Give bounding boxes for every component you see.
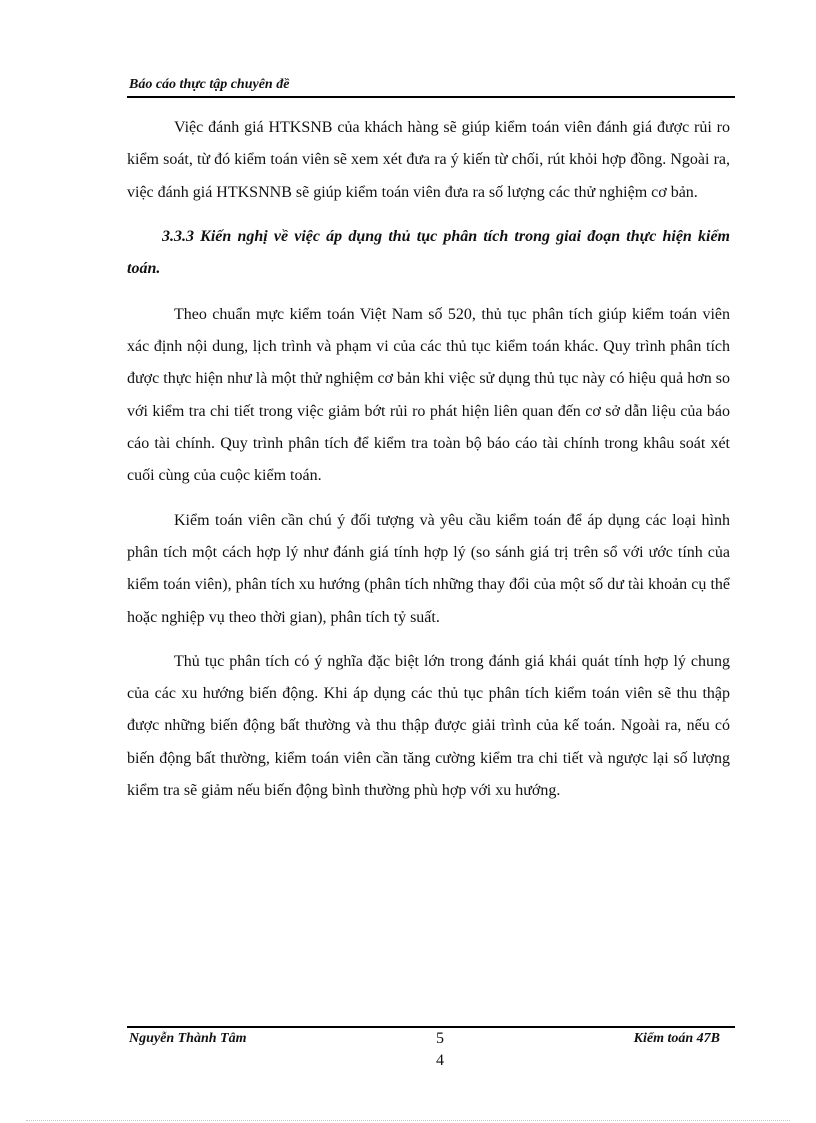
header-divider [127, 96, 735, 98]
paragraph-4: Thủ tục phân tích có ý nghĩa đặc biệt lớn trong đánh giá khái quát tính hợp lý chung của các xu hướng biến động. Khi áp dụng các thủ tục phân tích kiểm toán viên sẽ thu thập được những biến động bất thường và thu thập được giải trình của kế toán. Ngoài ra, nếu có biến động bất thường, kiểm toán viên cần tăng cường kiểm tra chi tiết và ngược lại số lượng kiểm tra sẽ giảm nếu biến động bình thường phù hợp với xu hướng. [127, 652, 730, 800]
page-number-secondary: 4 [436, 1052, 444, 1069]
footer-divider [127, 1026, 735, 1028]
page-number: 5 [436, 1030, 444, 1047]
page-edge-divider [26, 1120, 790, 1121]
footer-author: Nguyễn Thành Tâm [129, 1031, 247, 1046]
paragraph-1: Việc đánh giá HTKSNB của khách hàng sẽ giúp kiểm toán viên đánh giá được rủi ro kiểm soát, từ đó kiểm toán viên sẽ xem xét đưa ra ý kiến từ chối, rút khỏi hợp đồng. Ngoài ra, việc đánh giá HTKSNNB sẽ giúp kiểm toán viên đưa ra số lượng các thử nghiệm cơ bản. [127, 119, 730, 201]
header-title: Báo cáo thực tập chuyên đề [129, 77, 290, 92]
section-heading: 3.3.3 Kiến nghị về việc áp dụng thủ tục phân tích trong giai đoạn thực hiện kiểm toán. [127, 227, 730, 277]
paragraph-3: Kiểm toán viên cần chú ý đối tượng và yêu cầu kiểm toán để áp dụng các loại hình phân tích một cách hợp lý như đánh giá tính hợp lý (so sánh giá trị trên sổ với ước tính của kiểm toán viên), phân tích xu hướng (phân tích những thay đổi của một số dư tài khoản cụ thể hoặc nghiệp vụ theo thời gian), phân tích tỷ suất. [127, 511, 730, 626]
paragraph-2: Theo chuẩn mực kiểm toán Việt Nam số 520, thủ tục phân tích giúp kiểm toán viên xác định nội dung, lịch trình và phạm vi của các thủ tục kiểm toán khác. Quy trình phân tích được thực hiện như là một thử nghiệm cơ bản khi việc sử dụng thủ tục này có hiệu quả hơn so với kiểm tra chi tiết trong việc giảm bớt rủi ro phát hiện liên quan đến cơ sở dẫn liệu của báo cáo tài chính. Quy trình phân tích để kiểm tra toàn bộ báo cáo tài chính trong khâu soát xét cuối cùng của cuộc kiểm toán. [127, 305, 730, 485]
document-body [127, 112, 730, 819]
footer-class-label: Kiểm toán 47B [633, 1031, 720, 1046]
